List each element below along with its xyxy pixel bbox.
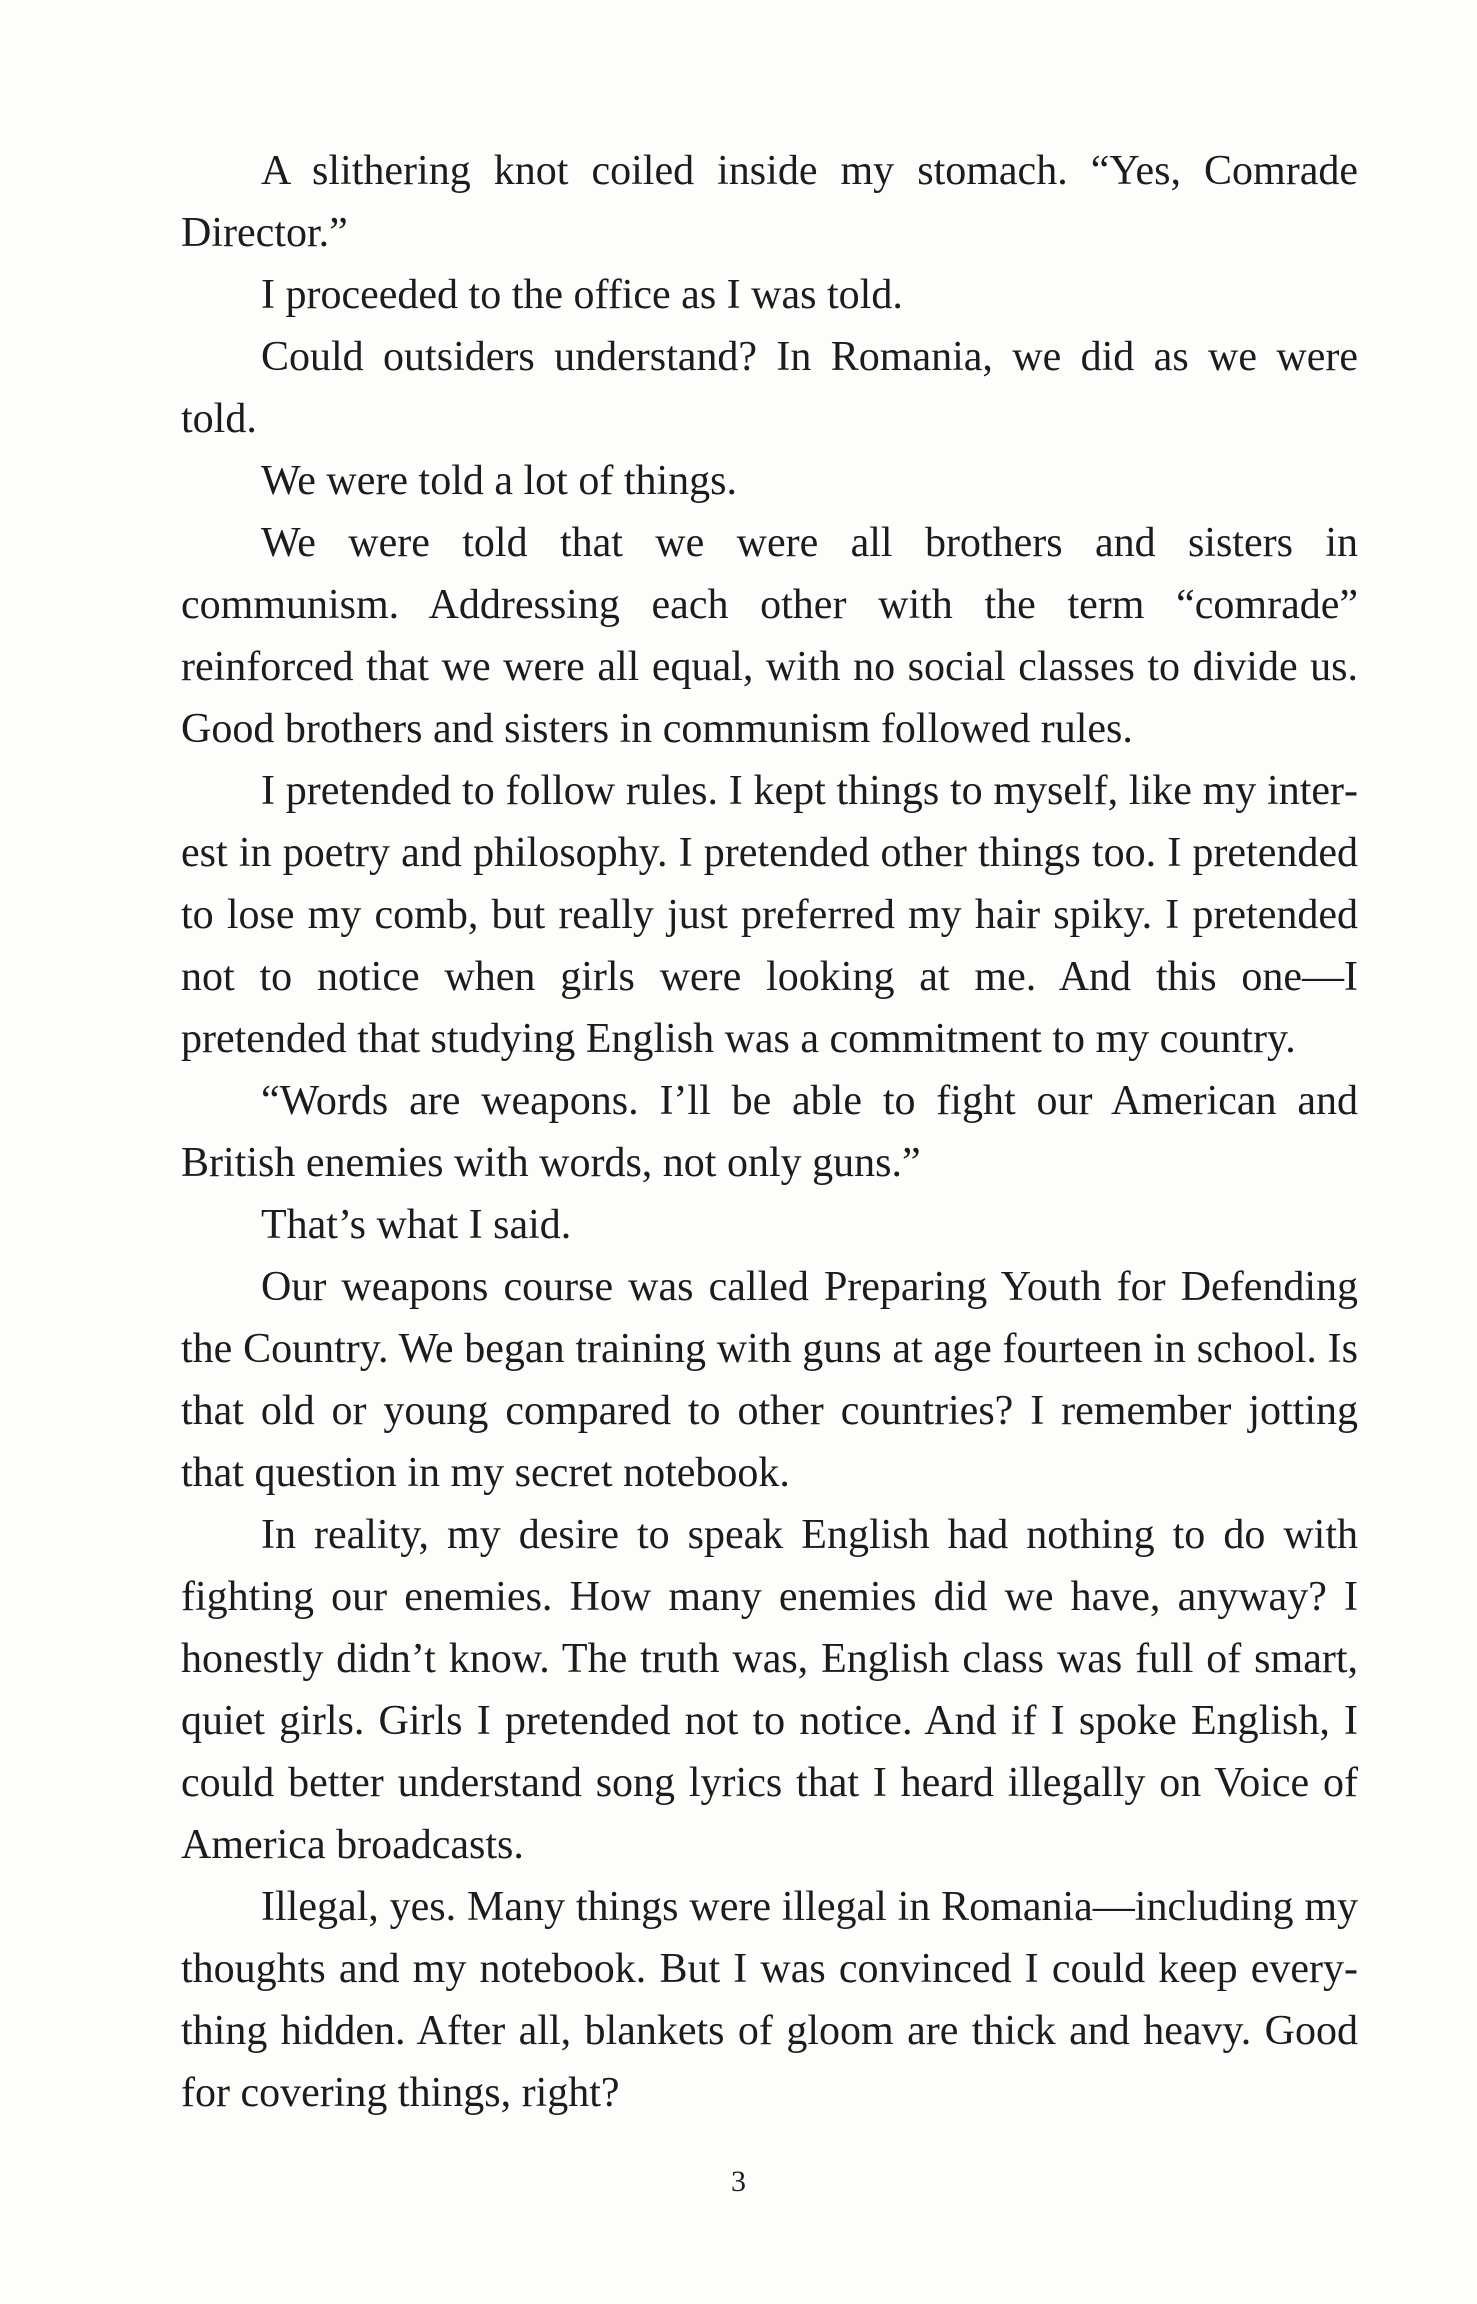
paragraph: We were told that we were all brothers and sisters in communism. Addressing each other with the term “comrade” reinforced that we were all equal, with no social classes to divide us. Good brothers and sisters in communism followed rules.: [181, 520, 1358, 752]
paragraph: Could outsiders understand? In Romania, we did as we were told.: [181, 334, 1358, 442]
body-text: [181, 140, 1358, 2124]
paragraph: In reality, my desire to speak English had nothing to do with fighting our enemies. How many enemies did we have, anyway? I honestly didn’t know. The truth was, English class was full of smart, quiet girls. Girls I pretended not to notice. And if I spoke English, I could better understand song lyrics that I heard illegally on Voice of America broadcasts.: [181, 1512, 1358, 1868]
paragraph: A slithering knot coiled inside my stomach. “Yes, Comrade Director.”: [181, 148, 1358, 256]
paragraph: We were told a lot of things.: [261, 458, 738, 504]
paragraph: I pretended to follow rules. I kept things to myself, like my interest in poetry and philosophy. I pretended other things too. I pretended to lose my comb, but really just preferred my hair spiky. I pretended not to notice when girls were looking at me. And this one—I pretended that studying English was a commitment to my country.: [181, 768, 1358, 1062]
paragraph: Illegal, yes. Many things were illegal in Romania—including my thoughts and my notebook. But I was convinced I could keep everything hidden. After all, blankets of gloom are thick and heavy. Good for covering things, right?: [181, 1884, 1358, 2116]
page-number: 3: [731, 2165, 746, 2198]
paragraph: That’s what I said.: [261, 1202, 572, 1248]
paragraph: I proceeded to the office as I was told.: [261, 272, 903, 318]
paragraph: Our weapons course was called Preparing Youth for Defending the Country. We began training with guns at age fourteen in school. Is that old or young compared to other countries? I remember jotting that question in my secret notebook.: [181, 1264, 1358, 1496]
paragraph: “Words are weapons. I’ll be able to fight our American and British enemies with words, not only guns.”: [181, 1078, 1358, 1186]
